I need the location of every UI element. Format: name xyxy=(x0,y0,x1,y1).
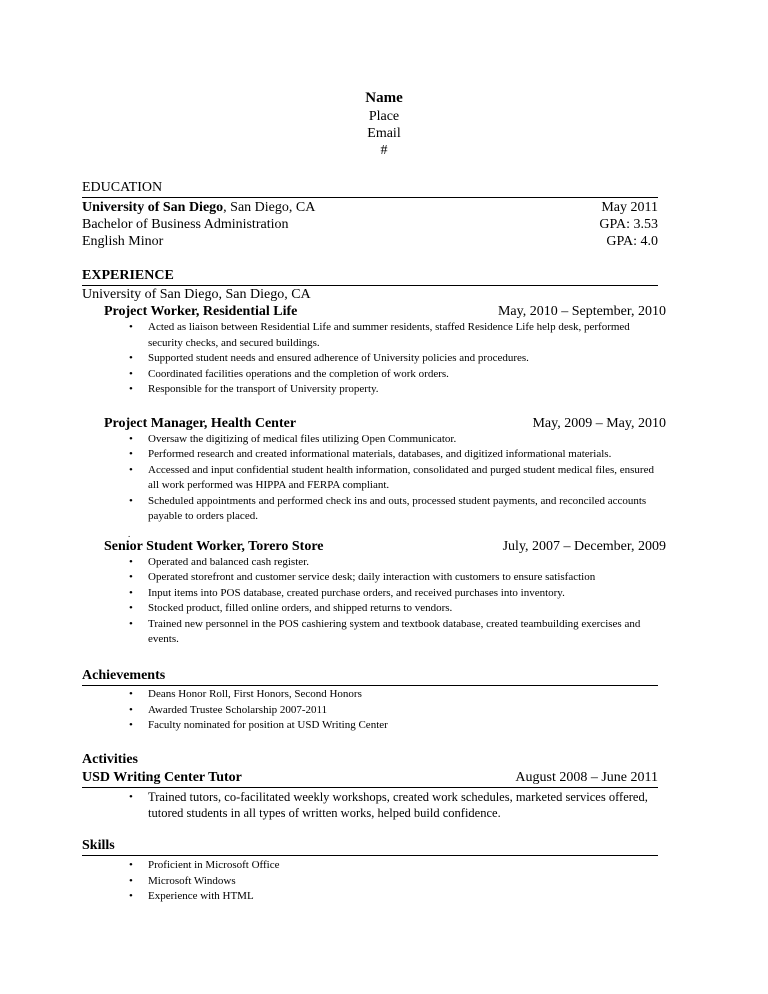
applicant-phone: # xyxy=(380,143,388,158)
minor-row xyxy=(82,233,658,250)
list-item: • Deans Honor Roll, First Honors, Second Honors xyxy=(148,687,658,703)
minor-gpa: GPA: 4.0 xyxy=(606,234,658,249)
job-entry xyxy=(82,415,666,525)
job-title-row xyxy=(82,538,666,555)
achievements-section xyxy=(82,668,658,734)
activity-dates: August 2008 – June 2011 xyxy=(515,770,658,785)
list-item: • Proficient in Microsoft Office xyxy=(148,858,658,874)
achievements-list xyxy=(82,687,658,734)
applicant-name: Name xyxy=(365,90,403,106)
activities-heading: Activities xyxy=(82,752,138,767)
job-entry xyxy=(82,303,666,398)
job-title-row xyxy=(82,303,666,320)
list-item: • Operated storefront and customer service desk; daily interaction with customers to ensure satisfaction xyxy=(148,570,658,586)
list-item: • Input items into POS database, created purchase orders, and received purchases into inventory. xyxy=(148,586,658,602)
education-section xyxy=(82,180,658,250)
list-item: • Acted as liaison between Residential Life and summer residents, staffed Residence Life help desk, performed security checks, and secured buildings. xyxy=(148,320,658,351)
degree: Bachelor of Business Administration xyxy=(82,217,289,232)
list-item: • Awarded Trustee Scholarship 2007-2011 xyxy=(148,703,658,719)
job-dates: May, 2010 – September, 2010 xyxy=(497,304,666,319)
skills-section xyxy=(82,838,658,905)
list-item: • Trained new personnel in the POS cashiering system and textbook database, created teambuilding exercises and events. xyxy=(148,617,658,648)
graduation-date: May 2011 xyxy=(601,200,658,215)
job-entry xyxy=(82,538,666,648)
job-dates: May, 2009 – May, 2010 xyxy=(532,415,666,431)
experience-section xyxy=(82,268,666,648)
resume-header xyxy=(0,90,768,159)
job-dates: July, 2007 – December, 2009 xyxy=(502,538,666,554)
school-location: , San Diego, CA xyxy=(223,200,316,215)
activities-list xyxy=(82,789,658,821)
list-item: • Supported student needs and ensured adherence of University policies and procedures. xyxy=(148,351,658,367)
school-name: University of San Diego xyxy=(82,200,224,215)
list-item: • Microsoft Windows xyxy=(148,874,658,890)
minor: English Minor xyxy=(82,234,164,249)
list-item: • Performed research and created informational materials, databases, and digitized informational materials. xyxy=(148,447,658,463)
job-title: Project Manager, Health Center xyxy=(104,415,297,431)
job-title-row xyxy=(82,415,666,432)
degree-gpa: GPA: 3.53 xyxy=(599,217,658,232)
list-item: • Oversaw the digitizing of medical files utilizing Open Communicator. xyxy=(148,432,658,448)
experience-heading: EXPERIENCE xyxy=(82,268,658,286)
education-school-row xyxy=(82,199,658,216)
achievements-heading: Achievements xyxy=(82,668,658,686)
activity-title: USD Writing Center Tutor xyxy=(82,770,242,785)
list-item: • Trained tutors, co-facilitated weekly workshops, created work schedules, marketed services offered, tutored students in all types of written works, helped build confidence. xyxy=(148,789,658,821)
list-item: • Accessed and input confidential student health information, consolidated and purged student medical files, ensured all work performed was HIPPA and FERPA compliant. xyxy=(148,463,658,494)
applicant-place: Place xyxy=(368,109,400,124)
list-item: • Coordinated facilities operations and the completion of work orders. xyxy=(148,367,658,383)
job-title: Senior Student Worker, Torero Store xyxy=(104,538,324,554)
skills-heading: Skills xyxy=(82,838,658,856)
stray-mark: . xyxy=(128,528,131,539)
list-item: • Responsible for the transport of University property. xyxy=(148,382,658,398)
list-item: • Stocked product, filled online orders, and shipped returns to vendors. xyxy=(148,601,658,617)
degree-row xyxy=(82,216,658,233)
activity-title-row xyxy=(82,769,658,788)
job-title: Project Worker, Residential Life xyxy=(104,304,298,319)
education-heading: EDUCATION xyxy=(82,180,658,198)
applicant-email: Email xyxy=(367,126,401,141)
skills-list xyxy=(82,858,658,905)
job-bullets xyxy=(82,432,658,525)
list-item: • Faculty nominated for position at USD Writing Center xyxy=(148,718,658,734)
experience-org: University of San Diego, San Diego, CA xyxy=(82,287,311,302)
list-item: • Scheduled appointments and performed check ins and outs, processed student payments, and reconciled accounts payable to orders placed. xyxy=(148,494,658,525)
activities-section xyxy=(82,751,658,821)
job-bullets xyxy=(82,320,658,398)
job-bullets xyxy=(82,555,658,648)
list-item: • Operated and balanced cash register. xyxy=(148,555,658,571)
list-item: • Experience with HTML xyxy=(148,889,658,905)
